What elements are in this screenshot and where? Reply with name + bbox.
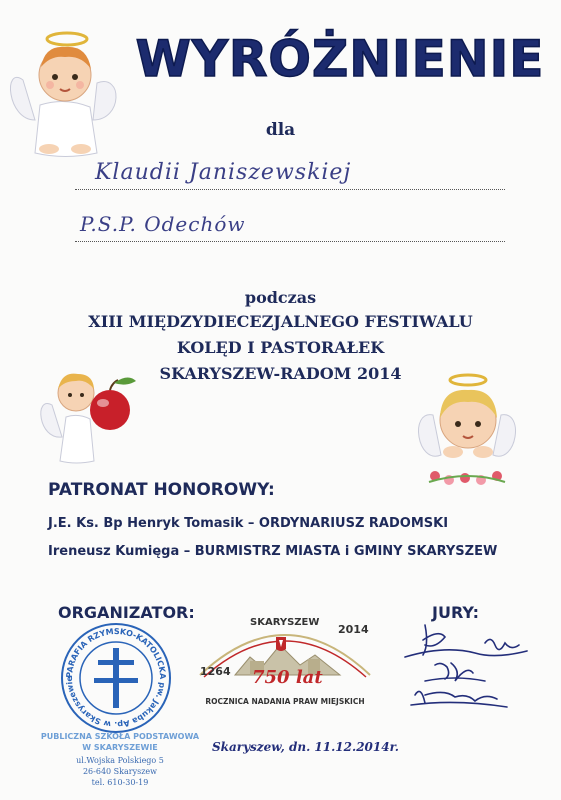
logo-years: 750 lat bbox=[252, 667, 323, 688]
during-label: podczas bbox=[244, 288, 317, 307]
patronage-line-1: J.E. Ks. Bp Henryk Tomasik – ORDYNARIUSZ RADOMSKI bbox=[48, 516, 449, 531]
festival-line-2: KOLĘD I PASTORAŁEK bbox=[176, 338, 385, 357]
logo-caption: ROCZNICA NADANIA PRAW MIEJSKICH bbox=[205, 697, 365, 706]
angel-apple-illustration bbox=[38, 365, 148, 465]
recipient-name-line bbox=[75, 188, 505, 190]
logo-year-now: 2014 bbox=[338, 623, 369, 636]
recipient-name: Klaudii Janiszewskiej bbox=[95, 160, 352, 185]
place-and-date: Skaryszew, dn. 11.12.2014r. bbox=[212, 740, 399, 754]
seal-ring-text: PARAFIA RZYMSKO-KATOLICKA pw. Jakuba Ap. w Skaryszewie bbox=[64, 626, 168, 730]
parish-seal bbox=[60, 622, 172, 734]
document-title: WYRÓŻNIENIE bbox=[135, 30, 545, 88]
school-stamp-line-1: PUBLICZNA SZKOŁA PODSTAWOWA bbox=[40, 732, 200, 741]
logo-year-founded: 1264 bbox=[200, 665, 231, 678]
jury-signatures bbox=[395, 615, 535, 720]
school-address-1: ul.Wojska Polskiego 5 bbox=[76, 756, 164, 765]
anniversary-logo bbox=[190, 605, 380, 715]
jury-label: JURY: bbox=[432, 603, 479, 622]
recipient-school: P.S.P. Odechów bbox=[80, 212, 246, 236]
school-phone: tel. 610-30-19 bbox=[91, 778, 149, 787]
for-label: dla bbox=[265, 120, 296, 140]
logo-town: SKARYSZEW bbox=[250, 617, 320, 628]
angel-illustration-right bbox=[413, 370, 523, 490]
organizer-label: ORGANIZATOR: bbox=[58, 603, 195, 622]
patronage-line-2: Ireneusz Kumięga – BURMISTRZ MIASTA i GMINY SKARYSZEW bbox=[48, 544, 498, 559]
festival-line-3: SKARYSZEW-RADOM 2014 bbox=[159, 364, 402, 383]
recipient-school-line bbox=[75, 240, 505, 242]
festival-line-1: XIII MIĘDZYDIECEZJALNEGO FESTIWALU bbox=[88, 312, 473, 331]
school-stamp-line-2: W SKARYSZEWIE bbox=[82, 743, 158, 752]
patronage-heading: PATRONAT HONOROWY: bbox=[48, 480, 275, 500]
school-address-2: 26-640 Skaryszew bbox=[82, 767, 158, 776]
